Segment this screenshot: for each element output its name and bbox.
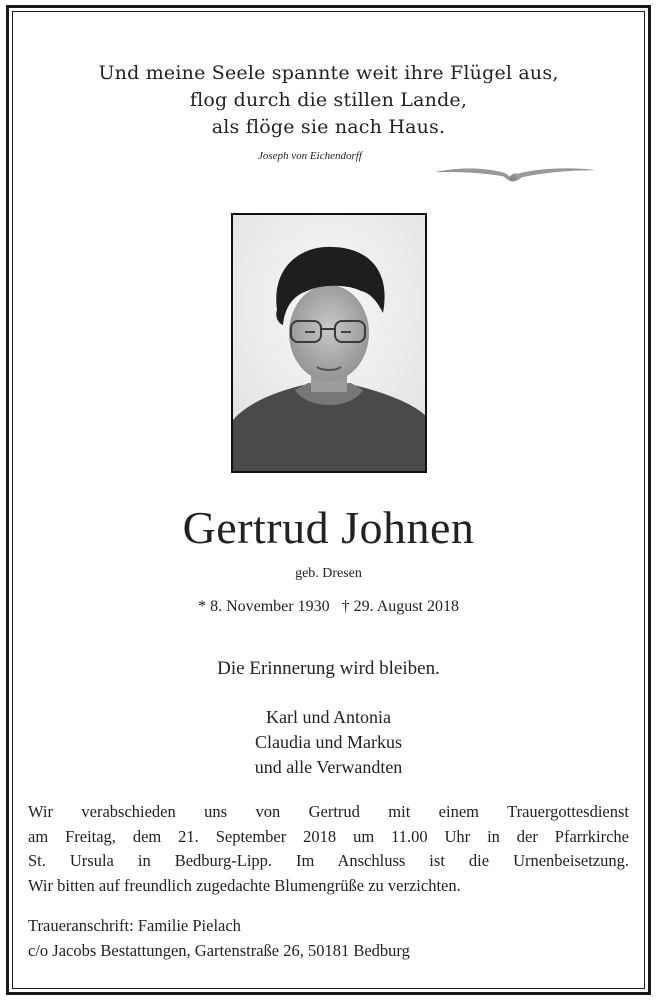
address-line: c/o Jacobs Bestattungen, Gartenstraße 26, 50181 Bedburg (28, 940, 410, 960)
mourners-list (0, 705, 657, 780)
portrait-image (233, 215, 425, 471)
poem-line: Und meine Seele spannte weit ihre Flügel aus, (98, 62, 559, 84)
poem-line: flog durch die stillen Lande, (189, 89, 468, 111)
deceased-name: Gertrud Johnen (182, 502, 475, 553)
mourner-line: Claudia und Markus (255, 732, 402, 752)
service-line: Wir bitten auf freundlich zugedachte Blumengrüße zu verzichten. (28, 875, 461, 895)
service-line: am Freitag, dem 21. September 2018 um 11.00 Uhr in der Pfarrkirche (28, 826, 629, 846)
address-line: Traueranschrift: Familie Pielach (28, 916, 241, 935)
service-announcement (28, 800, 629, 898)
mourning-address (28, 914, 410, 963)
mourner-line: und alle Verwandten (254, 757, 403, 777)
portrait-photo (231, 213, 427, 473)
poem-line: als flöge sie nach Haus. (211, 116, 446, 138)
mourner-line: Karl und Antonia (266, 707, 391, 727)
life-dates: * 8. November 1930 † 29. August 2018 (198, 598, 459, 615)
service-line: Wir verabschieden uns von Gertrud mit einem Trauergottesdienst (28, 802, 629, 821)
bird-icon (436, 164, 594, 186)
poem (0, 60, 657, 141)
maiden-name: geb. Dresen (295, 566, 362, 581)
service-line: St. Ursula in Bedburg-Lipp. Im Anschluss ist die Urnenbeisetzung. (28, 851, 629, 870)
poem-author: Joseph von Eichendorff (258, 150, 362, 162)
memorial-quote: Die Erinnerung wird bleiben. (217, 658, 440, 679)
